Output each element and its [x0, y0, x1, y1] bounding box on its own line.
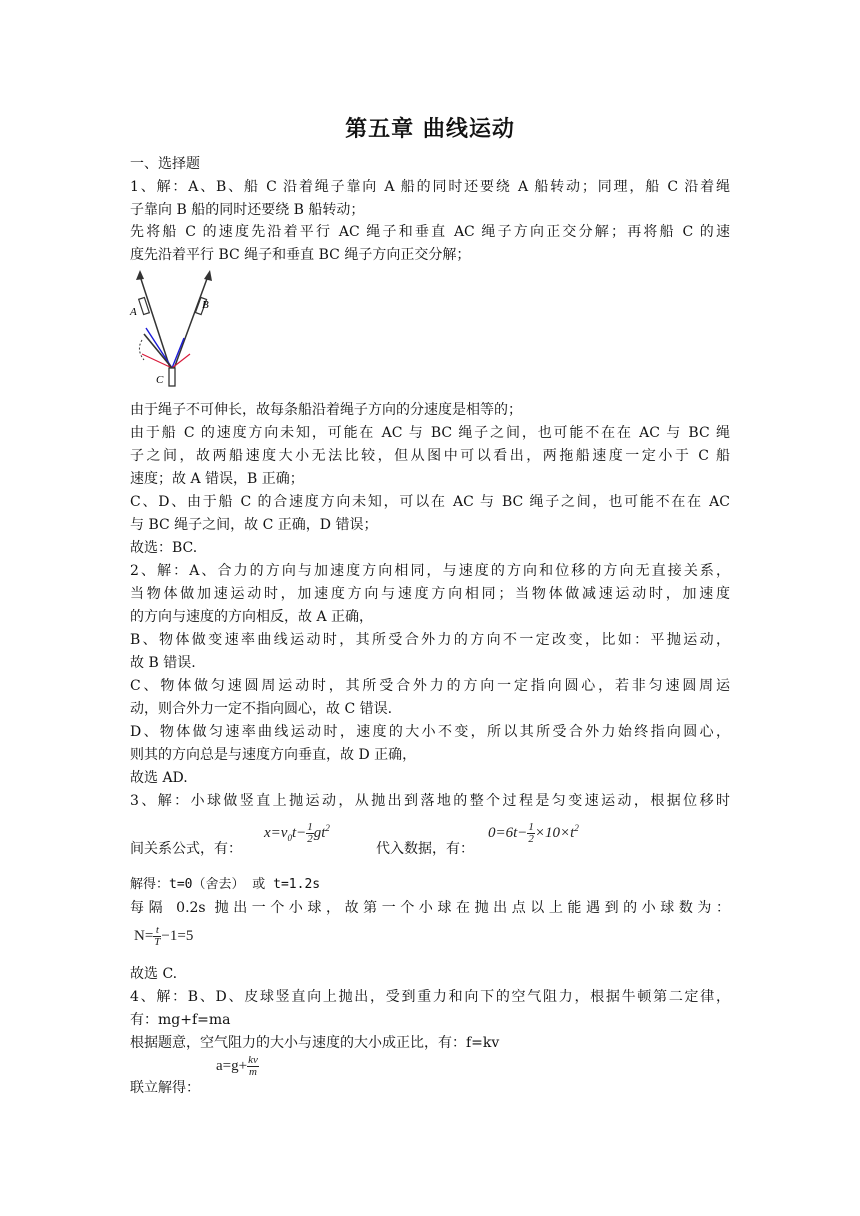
text-line: 子之间，故两船速度大小无法比较，但从图中可以看出，两拖船速度一定小于 C 船 — [130, 448, 730, 464]
substituted-formula — [488, 822, 579, 845]
text-line: 则其的方向总是与速度方向垂直，故 D 正确， — [130, 747, 417, 763]
text-line: C、D、由于船 C 的合速度方向未知，可以在 AC 与 BC 绳子之间，也可能不在在 AC — [130, 494, 730, 510]
boat-velocity-diagram — [128, 268, 218, 392]
text-line: 的方向与速度的方向相反，故 A 正确， — [130, 609, 374, 625]
text-line: 度先沿着平行 BC 绳子和垂直 BC 绳子方向正交分解； — [130, 247, 471, 263]
f2-exp: 2 — [574, 822, 579, 833]
text-line: 代入数据，有： — [376, 841, 474, 857]
text-line: 速度；故 A 错误，B 正确； — [130, 471, 304, 487]
f3-num: t — [153, 925, 161, 937]
text-line: 4、解：B、D、皮球竖直向上抛出，受到重力和向下的空气阻力，根据牛顿第二定律， — [130, 989, 730, 1005]
f3-den: T — [154, 936, 161, 948]
text-line: 与 BC 绳子之间，故 C 正确，D 错误； — [130, 517, 378, 533]
text-line: 3、解：小球做竖直上抛运动，从抛出到落地的整个过程是匀变速运动，根据位移时 — [130, 793, 730, 809]
text-line: 联立解得： — [130, 1080, 200, 1096]
displacement-formula — [264, 822, 330, 845]
acceleration-formula — [216, 1055, 259, 1078]
text-line: 由于绳子不可伸长，故每条船沿着绳子方向的分速度是相等的； — [130, 402, 522, 418]
text-line: 子靠向 B 船的同时还要绕 B 船转动； — [130, 202, 365, 218]
ball-count-formula — [134, 925, 193, 948]
text-line: 根据题意，空气阻力的大小与速度的大小成正比，有：f=kv — [130, 1035, 500, 1051]
answer-line: 故选 C. — [130, 966, 178, 982]
label-a: A — [130, 306, 137, 318]
label-b: B — [202, 299, 209, 311]
text-line: 有：mg+f=ma — [130, 1012, 231, 1028]
f4-lhs: a=g+ — [216, 1057, 248, 1074]
label-c: C — [156, 374, 164, 386]
text-line: 2、解：A、合力的方向与加速度方向相同，与速度的方向和位移的方向无直接关系， — [130, 563, 730, 579]
text-line: 先将船 C 的速度先沿着平行 AC 绳子和垂直 AC 绳子方向正交分解；再将船 C 的速 — [130, 224, 730, 240]
f1-lhs: x=v — [264, 824, 288, 841]
text-line: D、物体做匀速率曲线运动时，速度的大小不变，所以其所受合外力始终指向圆心， — [130, 724, 730, 740]
f1-mid: t− — [291, 824, 307, 841]
answer-line: 故选 AD. — [130, 770, 188, 786]
f3-lhs: N= — [134, 927, 154, 944]
f3-tail: −1=5 — [161, 927, 194, 944]
f1-sub: 0 — [287, 832, 292, 843]
text-line: C、物体做匀速圆周运动时，其所受合外力的方向一定指向圆心，若非匀速圆周运 — [130, 678, 730, 694]
text-line: 间关系公式，有： — [130, 841, 242, 857]
f4-num: kv — [248, 1054, 258, 1066]
answer-line: 故选：BC. — [130, 540, 198, 556]
f2-lhs: 0=6t− — [488, 824, 528, 841]
text-line: 当物体做加速运动时，加速度方向与速度方向相同；当物体做减速运动时，加速度 — [130, 586, 730, 602]
text-line: 动，则合外力一定不指向圆心，故 C 错误. — [130, 701, 393, 717]
text-line: 每隔 0.2s 抛出一个小球，故第一个小球在抛出点以上能遇到的小球数为： — [130, 900, 730, 916]
text-line: 解得：t=0（舍去） 或 t=1.2s — [130, 877, 321, 892]
text-line: 由于船 C 的速度方向未知，可能在 AC 与 BC 绳子之间，也可能不在在 AC 与 BC 绳 — [130, 425, 730, 441]
f2-den: 2 — [528, 833, 534, 845]
f2-num: 1 — [528, 821, 534, 833]
text-line: 1、解：A、B、船 C 沿着绳子靠向 A 船的同时还要绕 A 船转动；同理，船 C 沿着绳 — [130, 179, 730, 195]
section-heading: 一、选择题 — [130, 156, 200, 172]
f1-tail: gt — [313, 824, 326, 841]
f1-exp: 2 — [325, 822, 330, 833]
f4-den: m — [248, 1066, 257, 1078]
f1-num: 1 — [307, 821, 313, 833]
chapter-title: 第五章 曲线运动 — [345, 117, 515, 142]
f1-den: 2 — [307, 833, 313, 845]
text-line: 故 B 错误. — [130, 655, 196, 671]
text-line: B、物体做变速率曲线运动时，其所受合外力的方向不一定改变，比如：平抛运动， — [130, 632, 730, 648]
f2-tail: ×10×t — [534, 824, 575, 841]
